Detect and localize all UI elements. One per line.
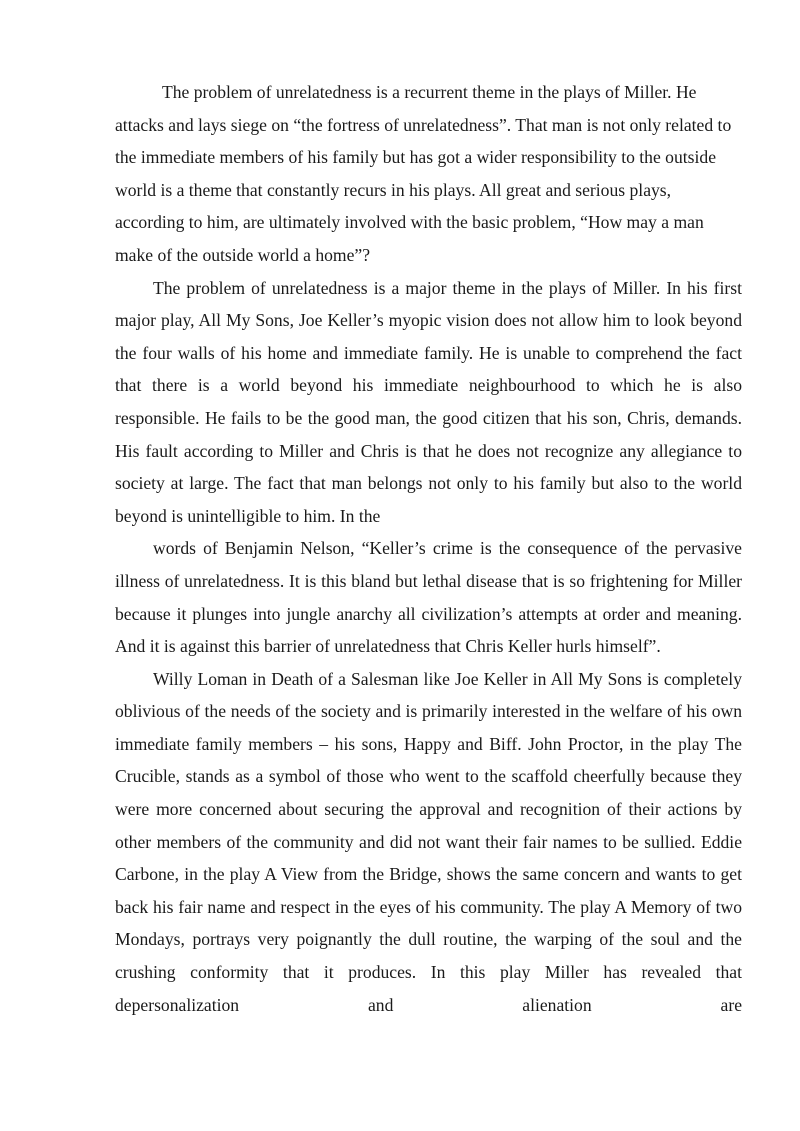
- paragraph-1: The problem of unrelatedness is a recurrent theme in the plays of Miller. He attacks and lays siege on “the fortress of unrelatedness”. That man is not only related to the immediate members of his family but has got a wider responsibility to the outside world is a theme that constantly recurs in his plays. All great and serious plays, according to him, are ultimately involved with the basic problem, “How may a man make of the outside world a home”?: [115, 82, 732, 265]
- paragraph-4: Willy Loman in Death of a Salesman like Joe Keller in All My Sons is completely oblivious of the needs of the society and is primarily interested in the welfare of his own immediate family members – his sons, Happy and Biff. John Proctor, in the play The Crucible, stands as a symbol of those who went to the scaffold cheerfully because they were more concerned about securing the approval and recognition of their actions by other members of the community and did not want their fair names to be sullied. Eddie Carbone, in the play A View from the Bridge, shows the same concern and wants to get back his fair name and respect in the eyes of his community. The play A Memory of two Mondays, portrays very poignantly the dull routine, the warping of the soul and the crushing conformity that it produces. In this play Miller has revealed that depersonalization and alienation are: [115, 668, 742, 1015]
- paragraph-2: The problem of unrelatedness is a major theme in the plays of Miller. In his first major play, All My Sons, Joe Keller’s myopic vision does not allow him to look beyond the four walls of his home and immediate family. He is unable to comprehend the fact that there is a world beyond his immediate neighbourhood to which he is also responsible. He fails to be the good man, the good citizen that his son, Chris, demands. His fault according to Miller and Chris is that he does not recognize any allegiance to society at large. The fact that man belongs not only to his family but also to the world beyond is unintelligible to him. In the: [115, 277, 742, 526]
- document-page: [115, 76, 742, 1021]
- paragraph-3: words of Benjamin Nelson, “Keller’s crime is the consequence of the pervasive illness of unrelatedness. It is this bland but lethal disease that is so frightening for Miller because it plunges into jungle anarchy all civilization’s attempts at order and meaning. And it is against this barrier of unrelatedness that Chris Keller hurls himself”.: [115, 538, 742, 657]
